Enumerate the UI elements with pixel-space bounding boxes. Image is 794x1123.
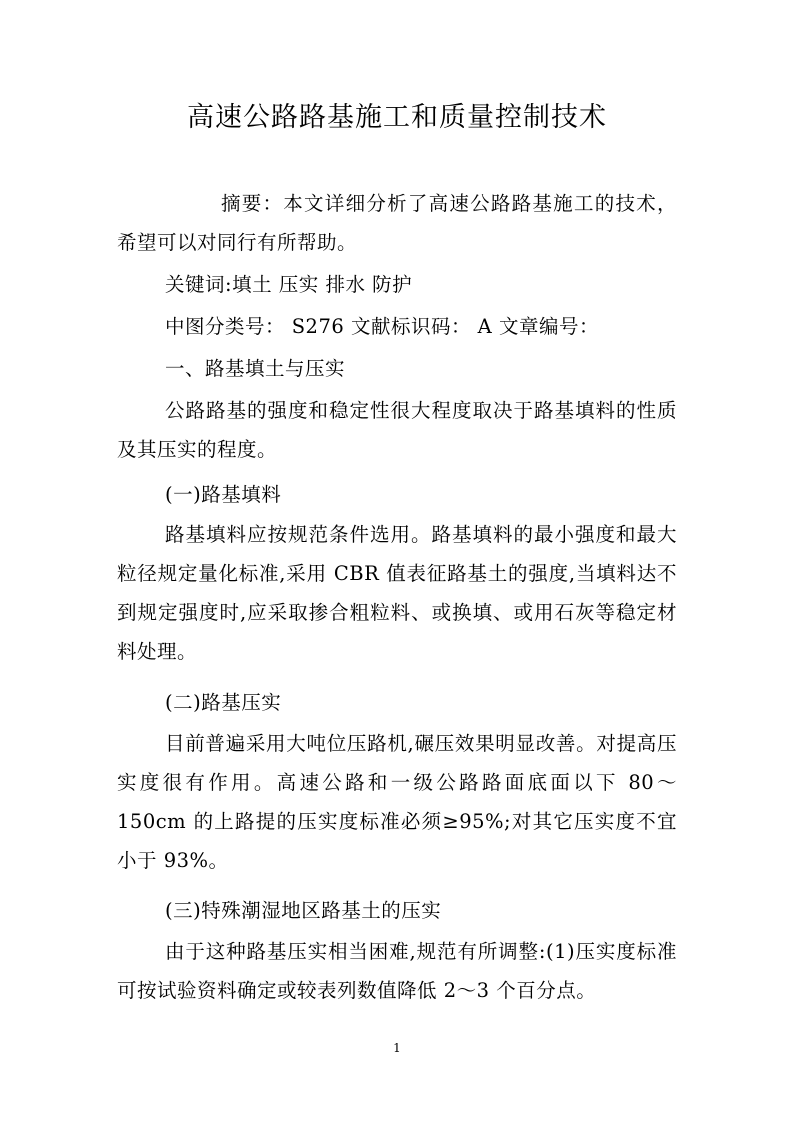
document-title: 高速公路路基施工和质量控制技术 (187, 102, 607, 133)
keywords-line: 关键词:填土 压实 排水 防护 (165, 273, 413, 296)
section-1-intro-paragraph: 公路路基的强度和稳定性很大程度取决于路基填料的性质及其压实的程度。 (117, 399, 677, 461)
subsection-heading-3: (三)特殊潮湿地区路基土的压实 (165, 899, 442, 922)
subsection-3-body: 由于这种路基压实相当困难,规范有所调整:(1)压实度标准可按试验资料确定或较表列数值降低 2～3 个百分点。 (117, 940, 677, 1002)
subsection-1-body: 路基填料应按规范条件选用。路基填料的最小强度和最大粒径规定量化标准,采用 CBR 值表征路基土的强度,当填料达不到规定强度时,应采取掺合粗粒料、或换填、或用石灰等稳定材料处理。 (117, 523, 677, 663)
classification-line: 中图分类号： S276 文献标识码： A 文章编号： (165, 315, 599, 338)
section-heading-1: 一、路基填土与压实 (165, 357, 346, 380)
subsection-heading-1: (一)路基填料 (165, 483, 282, 506)
subsection-heading-2: (二)路基压实 (165, 691, 282, 714)
subsection-2-body: 目前普遍采用大吨位压路机,碾压效果明显改善。对提高压实度很有作用。高速公路和一级公路路面底面以下 80～150cm 的上路提的压实度标准必须≥95%;对其它压实度不宜小于 93%。 (117, 732, 677, 872)
abstract-paragraph: 摘要：本文详细分析了高速公路路基施工的技术，希望可以对同行有所帮助。 (117, 192, 677, 254)
page-number: 1 (393, 1041, 401, 1055)
